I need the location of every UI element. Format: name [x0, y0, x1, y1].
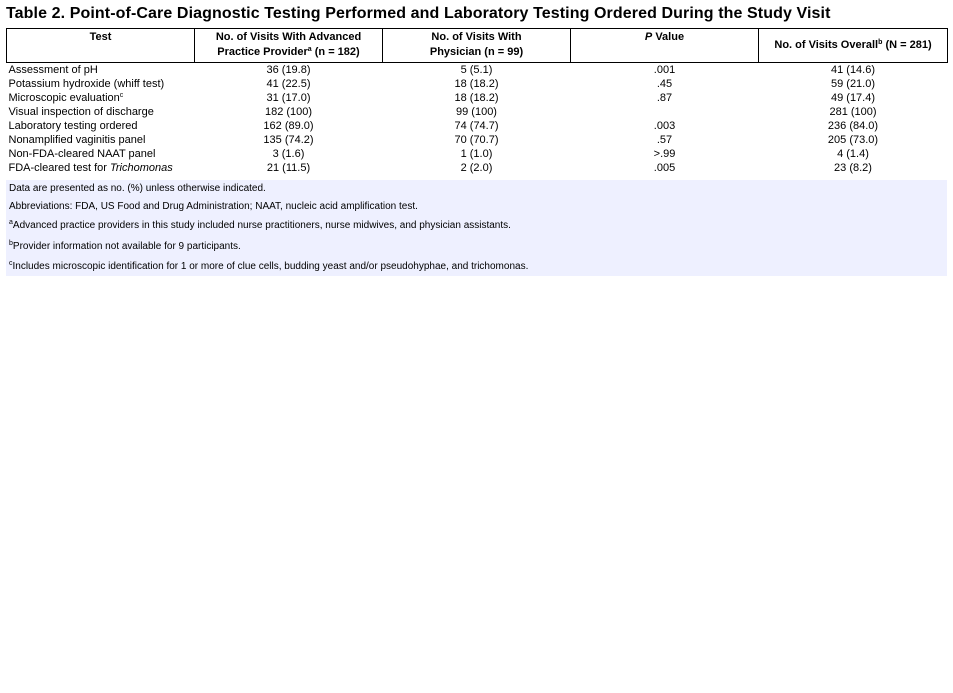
cell-test: Laboratory testing ordered: [8, 120, 138, 132]
header-overall-footnote-marker: b: [878, 39, 883, 46]
table-row: [7, 77, 948, 91]
cell-app: 182 (100): [264, 106, 313, 118]
header-advanced-practice-provider: [195, 29, 383, 63]
table-row: [7, 91, 948, 105]
cell-app: 41 (22.5): [266, 78, 311, 90]
cell-p: .87: [656, 92, 673, 104]
table-row: [7, 105, 948, 119]
cell-phys: 1 (1.0): [460, 148, 493, 160]
cell-phys: 99 (100): [456, 106, 497, 118]
table-row: [7, 133, 948, 147]
footnote-b-marker: b: [9, 240, 13, 247]
header-phys-line1: No. of Visits With: [431, 31, 522, 43]
footnote-b: [9, 241, 241, 252]
cell-test: Potassium hydroxide (whiff test): [8, 78, 165, 90]
cell-overall: 205 (73.0): [827, 134, 879, 146]
table-row: [7, 161, 948, 175]
footnote-b-text: Provider information not available for 9 participants.: [12, 241, 241, 252]
cell-app: 36 (19.8): [266, 64, 311, 76]
cell-overall: 281 (100): [829, 106, 877, 118]
cell-test-footnote-marker: c: [119, 92, 124, 99]
header-app-footnote-marker: a: [307, 46, 312, 53]
header-app-line2: Practice Provider: [217, 46, 308, 58]
cell-phys: 74 (74.7): [454, 120, 499, 132]
cell-app: 21 (11.5): [266, 162, 311, 174]
table-footnotes: [6, 180, 947, 276]
header-phys-line2: Physician (n = 99): [429, 46, 524, 58]
header-overall: [759, 29, 948, 63]
cell-overall: 59 (21.0): [830, 78, 876, 90]
header-p-value: [571, 29, 759, 63]
cell-test: [7, 161, 195, 175]
cell-test-italic: Trichomonas: [109, 162, 173, 174]
cell-test: Visual inspection of discharge: [8, 106, 154, 118]
header-overall-label: No. of Visits Overall: [774, 39, 879, 51]
footnote-c-marker: c: [9, 260, 13, 267]
cell-overall: 49 (17.4): [830, 92, 876, 104]
cell-test: Assessment of pH: [8, 64, 98, 76]
cell-phys: 18 (18.2): [454, 78, 499, 90]
header-test: Test: [7, 29, 195, 63]
header-p-italic: P: [644, 31, 653, 43]
data-table: [6, 28, 948, 175]
cell-test-text: Microscopic evaluation: [8, 92, 120, 104]
footnote-data-note: Data are presented as no. (%) unless otherwise indicated.: [9, 183, 266, 194]
header-physician: [383, 29, 571, 63]
table-row: [7, 147, 948, 161]
cell-phys: 5 (5.1): [460, 64, 493, 76]
cell-overall: 23 (8.2): [834, 162, 872, 174]
footnote-abbreviations: Abbreviations: FDA, US Food and Drug Administration; NAAT, nucleic acid amplification test.: [9, 201, 418, 212]
cell-p: .003: [653, 120, 676, 132]
cell-test: Nonamplified vaginitis panel: [8, 134, 146, 146]
cell-app: 3 (1.6): [272, 148, 305, 160]
table-row: [7, 119, 948, 133]
footnote-c: [9, 261, 528, 272]
cell-p: .45: [656, 78, 673, 90]
header-app-line1: No. of Visits With Advanced: [215, 31, 362, 43]
cell-overall: 41 (14.6): [830, 64, 876, 76]
cell-p: .001: [653, 64, 676, 76]
cell-test: [7, 91, 195, 105]
cell-app: 31 (17.0): [266, 92, 311, 104]
header-row: [7, 29, 948, 63]
cell-phys: 70 (70.7): [454, 134, 499, 146]
cell-p: [571, 105, 759, 119]
cell-p: >.99: [653, 148, 676, 160]
cell-app: 162 (89.0): [263, 120, 314, 132]
footnote-c-text: Includes microscopic identification for 1 or more of clue cells, budding yeast and/or pseudohyphae, and trichomonas.: [12, 261, 529, 272]
footnote-a: [9, 220, 511, 231]
footnote-a-text: Advanced practice providers in this study included nurse practitioners, nurse midwives, and physician assistants.: [12, 220, 511, 231]
cell-overall: 4 (1.4): [837, 148, 869, 160]
cell-p: .57: [656, 134, 673, 146]
cell-phys: 18 (18.2): [454, 92, 499, 104]
cell-overall: 236 (84.0): [827, 120, 879, 132]
cell-test: Non-FDA-cleared NAAT panel: [8, 148, 156, 160]
header-app-count: (n = 182): [311, 46, 360, 58]
cell-test-text: FDA-cleared test for: [8, 162, 110, 174]
header-overall-count: (N = 281): [882, 39, 932, 51]
header-p-rest: Value: [652, 31, 685, 43]
cell-phys: 2 (2.0): [460, 162, 493, 174]
table-row: [7, 63, 948, 78]
cell-p: .005: [653, 162, 676, 174]
table-title: Table 2. Point-of-Care Diagnostic Testing Performed and Laboratory Testing Ordered During the Study Visit: [6, 5, 831, 22]
cell-app: 135 (74.2): [263, 134, 314, 146]
footnote-a-marker: a: [9, 219, 13, 226]
